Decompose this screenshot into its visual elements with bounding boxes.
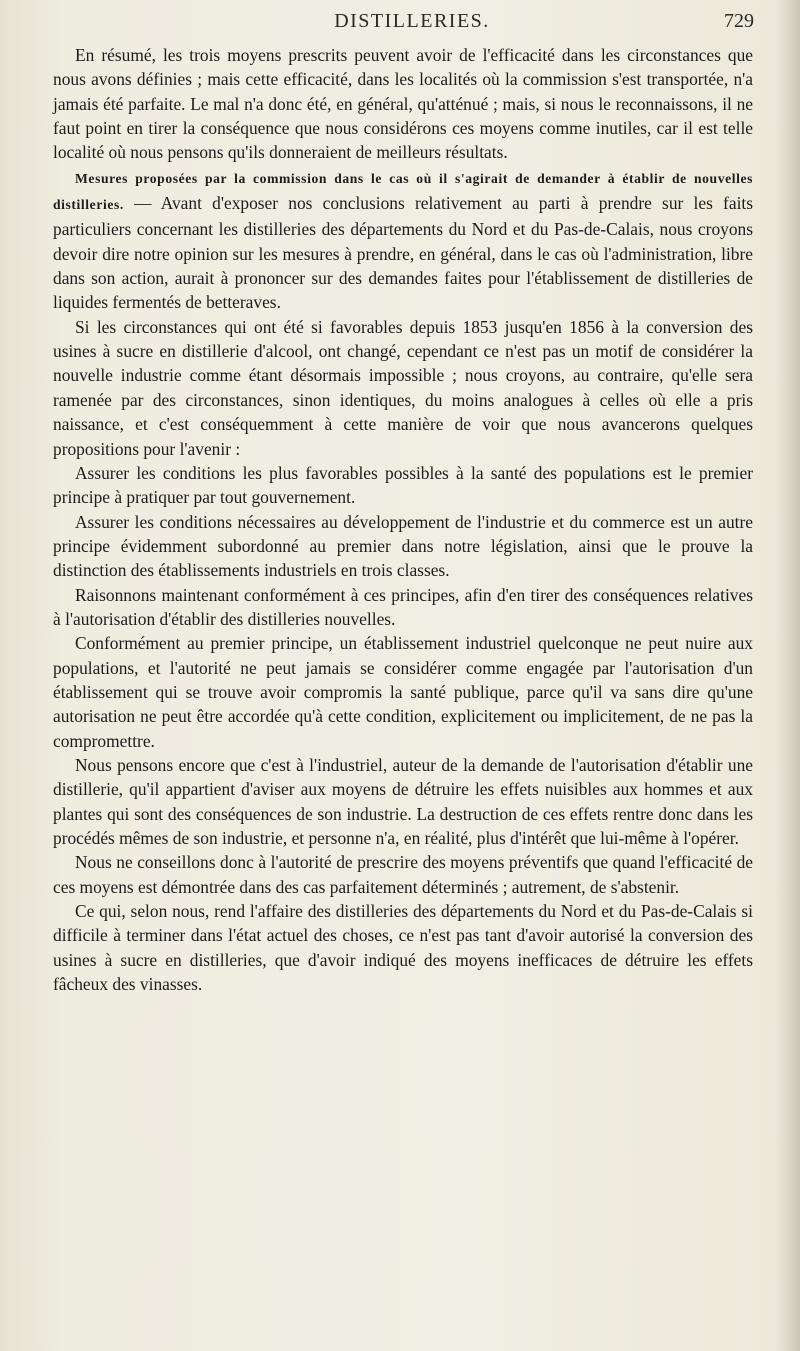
paragraph-conclusion: Ce qui, selon nous, rend l'affaire des distilleries des départements du Nord et du Pas-de-Calais si difficile à terminer dans l'état actuel des choses, ce n'est pas tant d'avoir autorisé la conversion des usines à sucre en distilleries, que d'avoir indiqué des moyens inefficaces de détruire les effets fâcheux des vinasses. xyxy=(53,901,753,995)
paragraph-first-principle: Conformément au premier principe, un établissement industriel quelconque ne peut nuire aux populations, et l'autorité ne peut jamais se considérer comme engagée par l'autorisation d'un établissement qui se trouve avoir compromis la santé publique, parce qu'il va sans dire qu'une autorisation ne peut être accordée qu'à cette condition, explicitement ou implicitement, de ne pas la compromettre. xyxy=(53,633,753,751)
running-title: DISTILLERIES. xyxy=(334,10,490,32)
paragraph-industrial-responsibility: Nous pensons encore que c'est à l'industriel, auteur de la demande de l'autorisation d'établir une distillerie, qu'il appartient d'aviser aux moyens de détruire les effets nuisibles aux hommes et aux plantes qui sont des conséquences de son industrie. La destruction de ces effets rentre donc dans les procédés mêmes de son industrie, et personne n'a, en réalité, plus d'intérêt que lui-même à l'opérer. xyxy=(53,754,753,848)
paragraph-principle-industry: Assurer les conditions nécessaires au développement de l'industrie et du commerce est un autre principe évidemment subordonné au premier dans notre législation, ainsi que le prouve la distinction des établissements industriels en trois classes. xyxy=(53,511,753,581)
running-head xyxy=(70,10,754,40)
paragraph-circumstances: Si les circonstances qui ont été si favorables depuis 1853 jusqu'en 1856 à la conversion des usines à sucre en distillerie d'alcool, ont changé, cependant ce n'est pas un motif de considérer la nouvelle industrie comme étant désormais impossible ; nous croyons, au contraire, qu'elle sera ramenée par des circonstances, sinon identiques, du moins analogues à celles où elle a pris naissance, et c'est conséquemment à cette manière de voir que nous avancerons quelques propositions pour l'avenir : xyxy=(53,316,753,459)
section-paragraph xyxy=(53,165,753,315)
page-number: 729 xyxy=(724,10,754,32)
page-gutter-shadow xyxy=(774,0,800,1351)
paragraph-principle-health: Assurer les conditions les plus favorables possibles à la santé des populations est le premier principe à pratiquer par tout gouvernement. xyxy=(53,462,753,508)
paragraph-preventive-means: Nous ne conseillons donc à l'autorité de prescrire des moyens préventifs que quand l'efficacité de ces moyens est démontrée dans des cas parfaitement déterminés ; autrement, de s'abstenir. xyxy=(53,852,753,897)
section-heading: Mesures proposées par la commission dans le cas où il s'agirait de demander à établir de nouvelles distilleries. xyxy=(53,170,753,213)
paragraph-reasoning: Raisonnons maintenant conformément à ces principes, afin d'en tirer des conséquences relatives à l'autorisation d'établir des distilleries nouvelles. xyxy=(53,584,753,629)
body-text xyxy=(53,43,753,996)
paragraph-summary: En résumé, les trois moyens prescrits peuvent avoir de l'efficacité dans les circonstances que nous avons définies ; mais cette efficacité, dans les localités où la commission s'est transportée, n'a jamais été parfaite. Le mal n'a donc été, en général, qu'atténué ; mais, si nous le reconnaissons, il ne faut point en tirer la conséquence que nous considérons ces moyens comme inutiles, car il est telle localité où nous pensons qu'ils donneraient de meilleurs résultats. xyxy=(53,45,753,163)
section-text: — Avant d'exposer nos conclusions relativement au parti à prendre sur les faits particuliers concernant les distilleries des départements du Nord et du Pas-de-Calais, nous croyons devoir dire notre opinion sur les mesures à prendre, en général, dans le cas où l'administration, libre dans son action, aurait à prononcer sur des demandes faites pour l'établissement de distilleries de liquides fermentés de betteraves. xyxy=(53,193,753,313)
